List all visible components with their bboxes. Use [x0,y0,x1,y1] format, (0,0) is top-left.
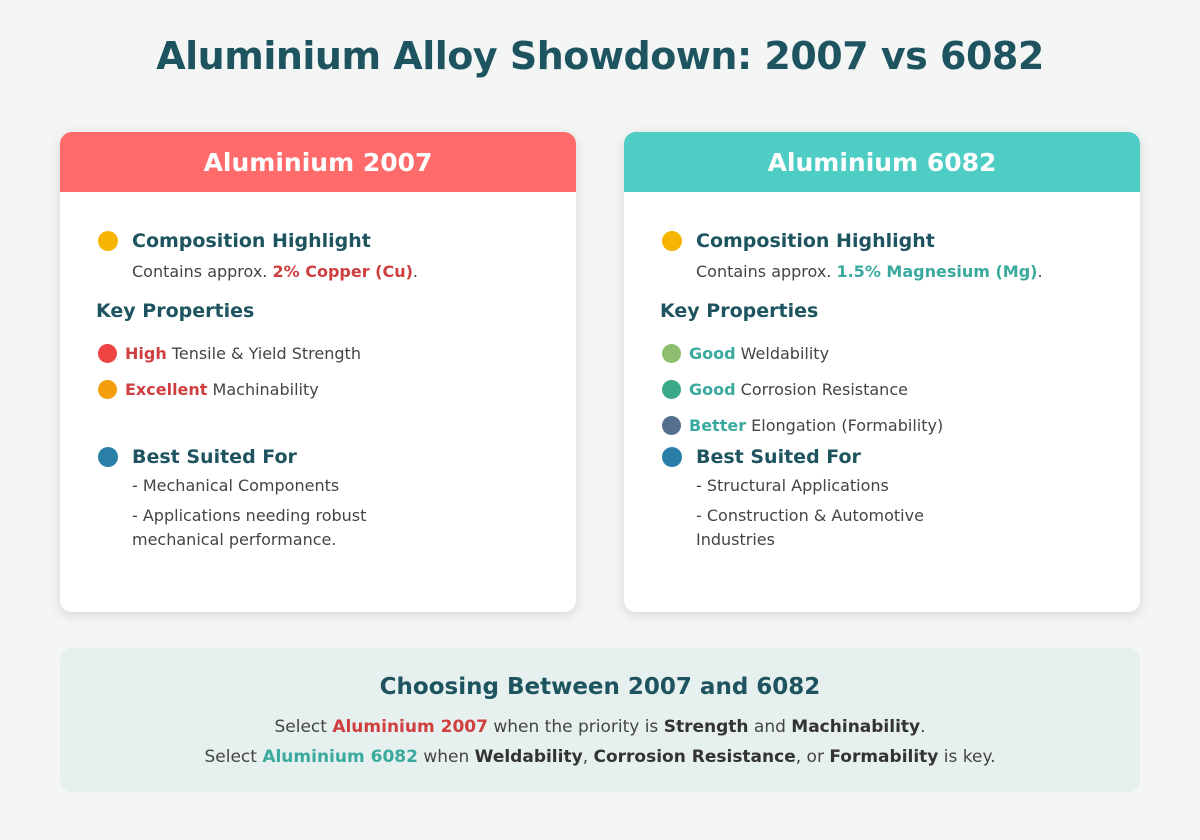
summary-text: . [920,717,926,737]
property-emphasis: Better [689,416,747,435]
alloy-card-2007 [60,132,576,612]
alloy-card-6082 [624,132,1140,612]
property-item [662,344,829,363]
summary-title: Choosing Between 2007 and 6082 [379,674,821,700]
composition-prefix: Contains approx. [132,262,273,281]
property-text: Elongation (Formability) [746,416,944,435]
circle-icon [662,344,681,363]
composition-row [98,230,371,252]
card-header: Aluminium 6082 [624,132,1140,192]
best-suited-item: - Structural Applications [696,476,889,495]
best-suited-item: - Applications needing robust mechanical performance. [132,506,367,549]
circle-icon [98,344,117,363]
composition-row [662,230,935,252]
property-text: Weldability [735,344,830,363]
property-emphasis: Good [689,380,736,399]
property-item [662,416,943,435]
composition-text [132,262,418,281]
property-text: Corrosion Resistance [735,380,908,399]
composition-heading: Composition Highlight [132,230,371,252]
circle-icon [662,447,682,467]
property-label [125,344,361,363]
summary-panel [60,648,1140,792]
best-suited-row [98,446,297,468]
summary-text: when [417,747,475,767]
summary-keyword: Strength [663,717,749,737]
summary-keyword: Weldability [474,747,583,767]
composition-prefix: Contains approx. [696,262,837,281]
summary-alloy-2007: Aluminium 2007 [332,717,488,737]
summary-keyword: Formability [829,747,939,767]
card-header: Aluminium 2007 [60,132,576,192]
summary-text: when the priority is [487,717,664,737]
summary-line-2007 [60,712,1140,742]
best-suited-heading: Best Suited For [696,446,861,468]
property-text: Tensile & Yield Strength [166,344,361,363]
circle-icon [662,416,681,435]
summary-line-6082 [60,742,1140,772]
property-emphasis: Good [689,344,736,363]
circle-icon [662,380,681,399]
composition-highlight: 2% Copper (Cu) [272,262,413,281]
summary-text: is key. [938,747,996,767]
composition-text [696,262,1043,281]
key-properties-heading: Key Properties [660,300,819,322]
property-text: Machinability [207,380,319,399]
property-emphasis: Excellent [125,380,208,399]
property-label [125,380,319,399]
property-item [98,380,319,399]
best-suited-row [662,446,861,468]
best-suited-item: - Construction & Automotive Industries [696,506,924,549]
summary-keyword: Machinability [791,717,921,737]
summary-keyword: Corrosion Resistance [593,747,796,767]
best-suited-heading: Best Suited For [132,446,297,468]
composition-highlight: 1.5% Magnesium (Mg) [836,262,1038,281]
circle-icon [98,231,118,251]
summary-text: , [582,747,594,767]
circle-icon [98,380,117,399]
property-item [98,344,361,363]
property-label [689,416,943,435]
property-label [689,380,908,399]
summary-alloy-6082: Aluminium 6082 [262,747,418,767]
best-suited-item: - Mechanical Components [132,476,340,495]
circle-icon [662,231,682,251]
summary-text: Select [204,747,263,767]
circle-icon [98,447,118,467]
summary-text: and [748,717,792,737]
composition-suffix: . [412,262,419,281]
property-label [689,344,829,363]
page-title: Aluminium Alloy Showdown: 2007 vs 6082 [156,34,1044,78]
composition-heading: Composition Highlight [696,230,935,252]
property-item [662,380,908,399]
key-properties-heading: Key Properties [96,300,255,322]
property-emphasis: High [125,344,167,363]
composition-suffix: . [1037,262,1043,281]
summary-text: , or [795,747,830,767]
summary-text: Select [274,717,333,737]
